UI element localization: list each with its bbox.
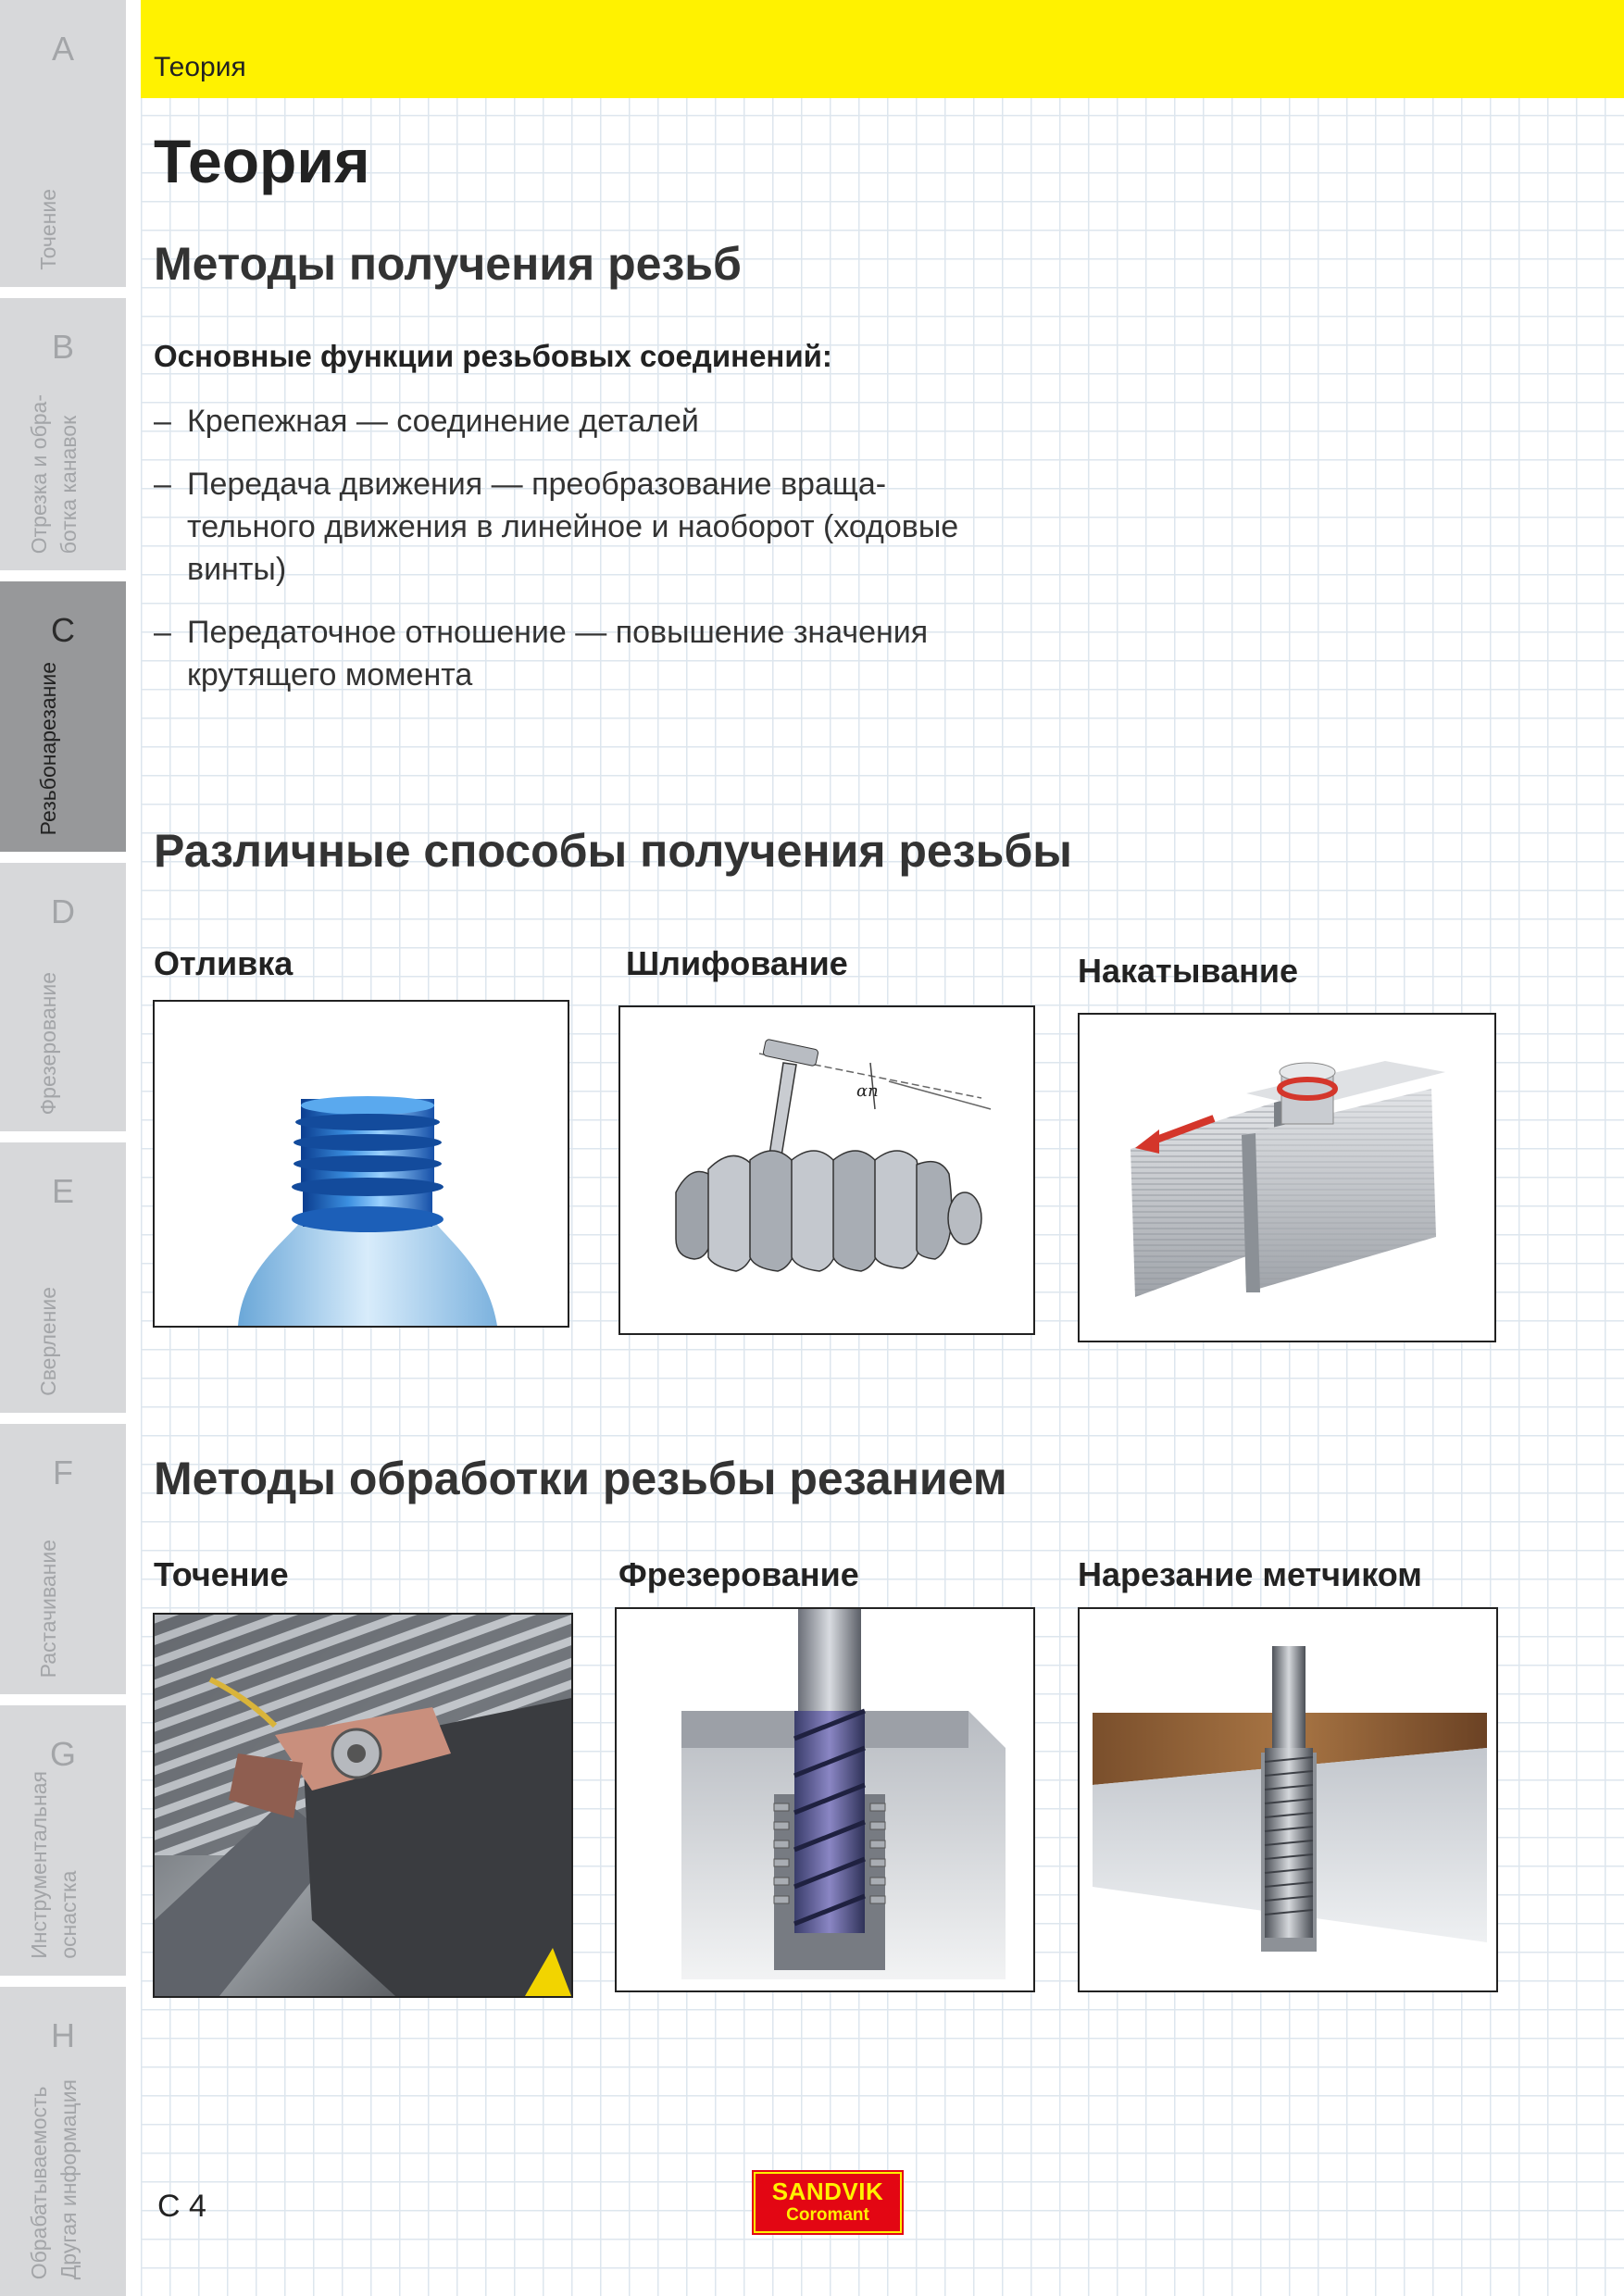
list-item: – Передаточное отношение — повышение значения крутящего момента [154,611,1080,696]
chapter-tab-a[interactable] [0,0,126,287]
chapter-label: Точение [36,189,60,270]
list-item: – Передача движения — преобразование враща- тельного движения в линейное и наоборот (ходовые винты) [154,463,1080,591]
section-heading-methods: Методы получения резьб [154,238,742,290]
page-title: Теория [154,127,370,195]
caption-milling: Фрезерование [618,1555,859,1593]
chapter-sidebar [0,0,126,2296]
turning-image [153,1613,573,1998]
header-bar [141,0,1624,98]
chapter-letter: B [51,328,74,366]
caption-rolling: Накатывание [1078,952,1299,990]
chapter-label: Отрезка и обра- ботка канавок [27,393,81,554]
bottle-image [153,1000,569,1328]
chapter-label: Обрабатываемость Другая информация [27,2078,81,2279]
chapter-letter: D [51,892,75,930]
section-heading-ways: Различные способы получения резьбы [154,825,1072,877]
chapter-tab-b[interactable] [0,298,126,570]
chapter-label: Инструментальная оснастка [27,1771,81,1959]
chapter-tab-e[interactable] [0,1142,126,1413]
tapping-image [1078,1607,1498,1992]
thread-rolling-image [1078,1013,1496,1342]
page-content [141,0,1624,2296]
logo-subtext: Coromant [786,2205,869,2225]
caption-grinding: Шлифование [626,944,848,982]
angle-label: αn [856,1081,879,1101]
sandvik-coromant-logo [754,2172,902,2233]
chapter-label: Резьбонарезание [36,661,60,835]
list-item: – Крепежная — соединение деталей [154,400,1080,443]
functions-subheading: Основные функции резьбовых соединений: [154,339,832,373]
chapter-label: Сверление [36,1287,60,1396]
thread-milling-image [615,1607,1035,1992]
chapter-letter: C [51,611,75,649]
section-heading-cutting: Методы обработки резьбы резанием [154,1453,1007,1504]
functions-list [154,400,1080,717]
chapter-letter: F [53,1454,73,1491]
grinding-diagram [618,1005,1035,1335]
chapter-tab-h[interactable] [0,1987,126,2296]
chapter-tab-d[interactable] [0,863,126,1131]
chapter-tab-c[interactable] [0,581,126,852]
page-number: С 4 [157,2189,206,2224]
chapter-letter: E [51,1172,74,1210]
chapter-label: Фрезерование [36,971,60,1115]
chapter-letter: H [51,2016,75,2054]
chapter-letter: G [49,1735,76,1773]
breadcrumb: Теория [154,52,246,82]
caption-tapping: Нарезание метчиком [1078,1555,1422,1593]
chapter-label: Растачивание [36,1539,60,1678]
chapter-tab-g[interactable] [0,1705,126,1976]
chapter-tab-f[interactable] [0,1424,126,1694]
logo-text: SANDVIK [771,2177,884,2205]
chapter-letter: A [51,30,74,68]
caption-casting: Отливка [154,944,294,982]
caption-turning: Точение [154,1555,289,1593]
